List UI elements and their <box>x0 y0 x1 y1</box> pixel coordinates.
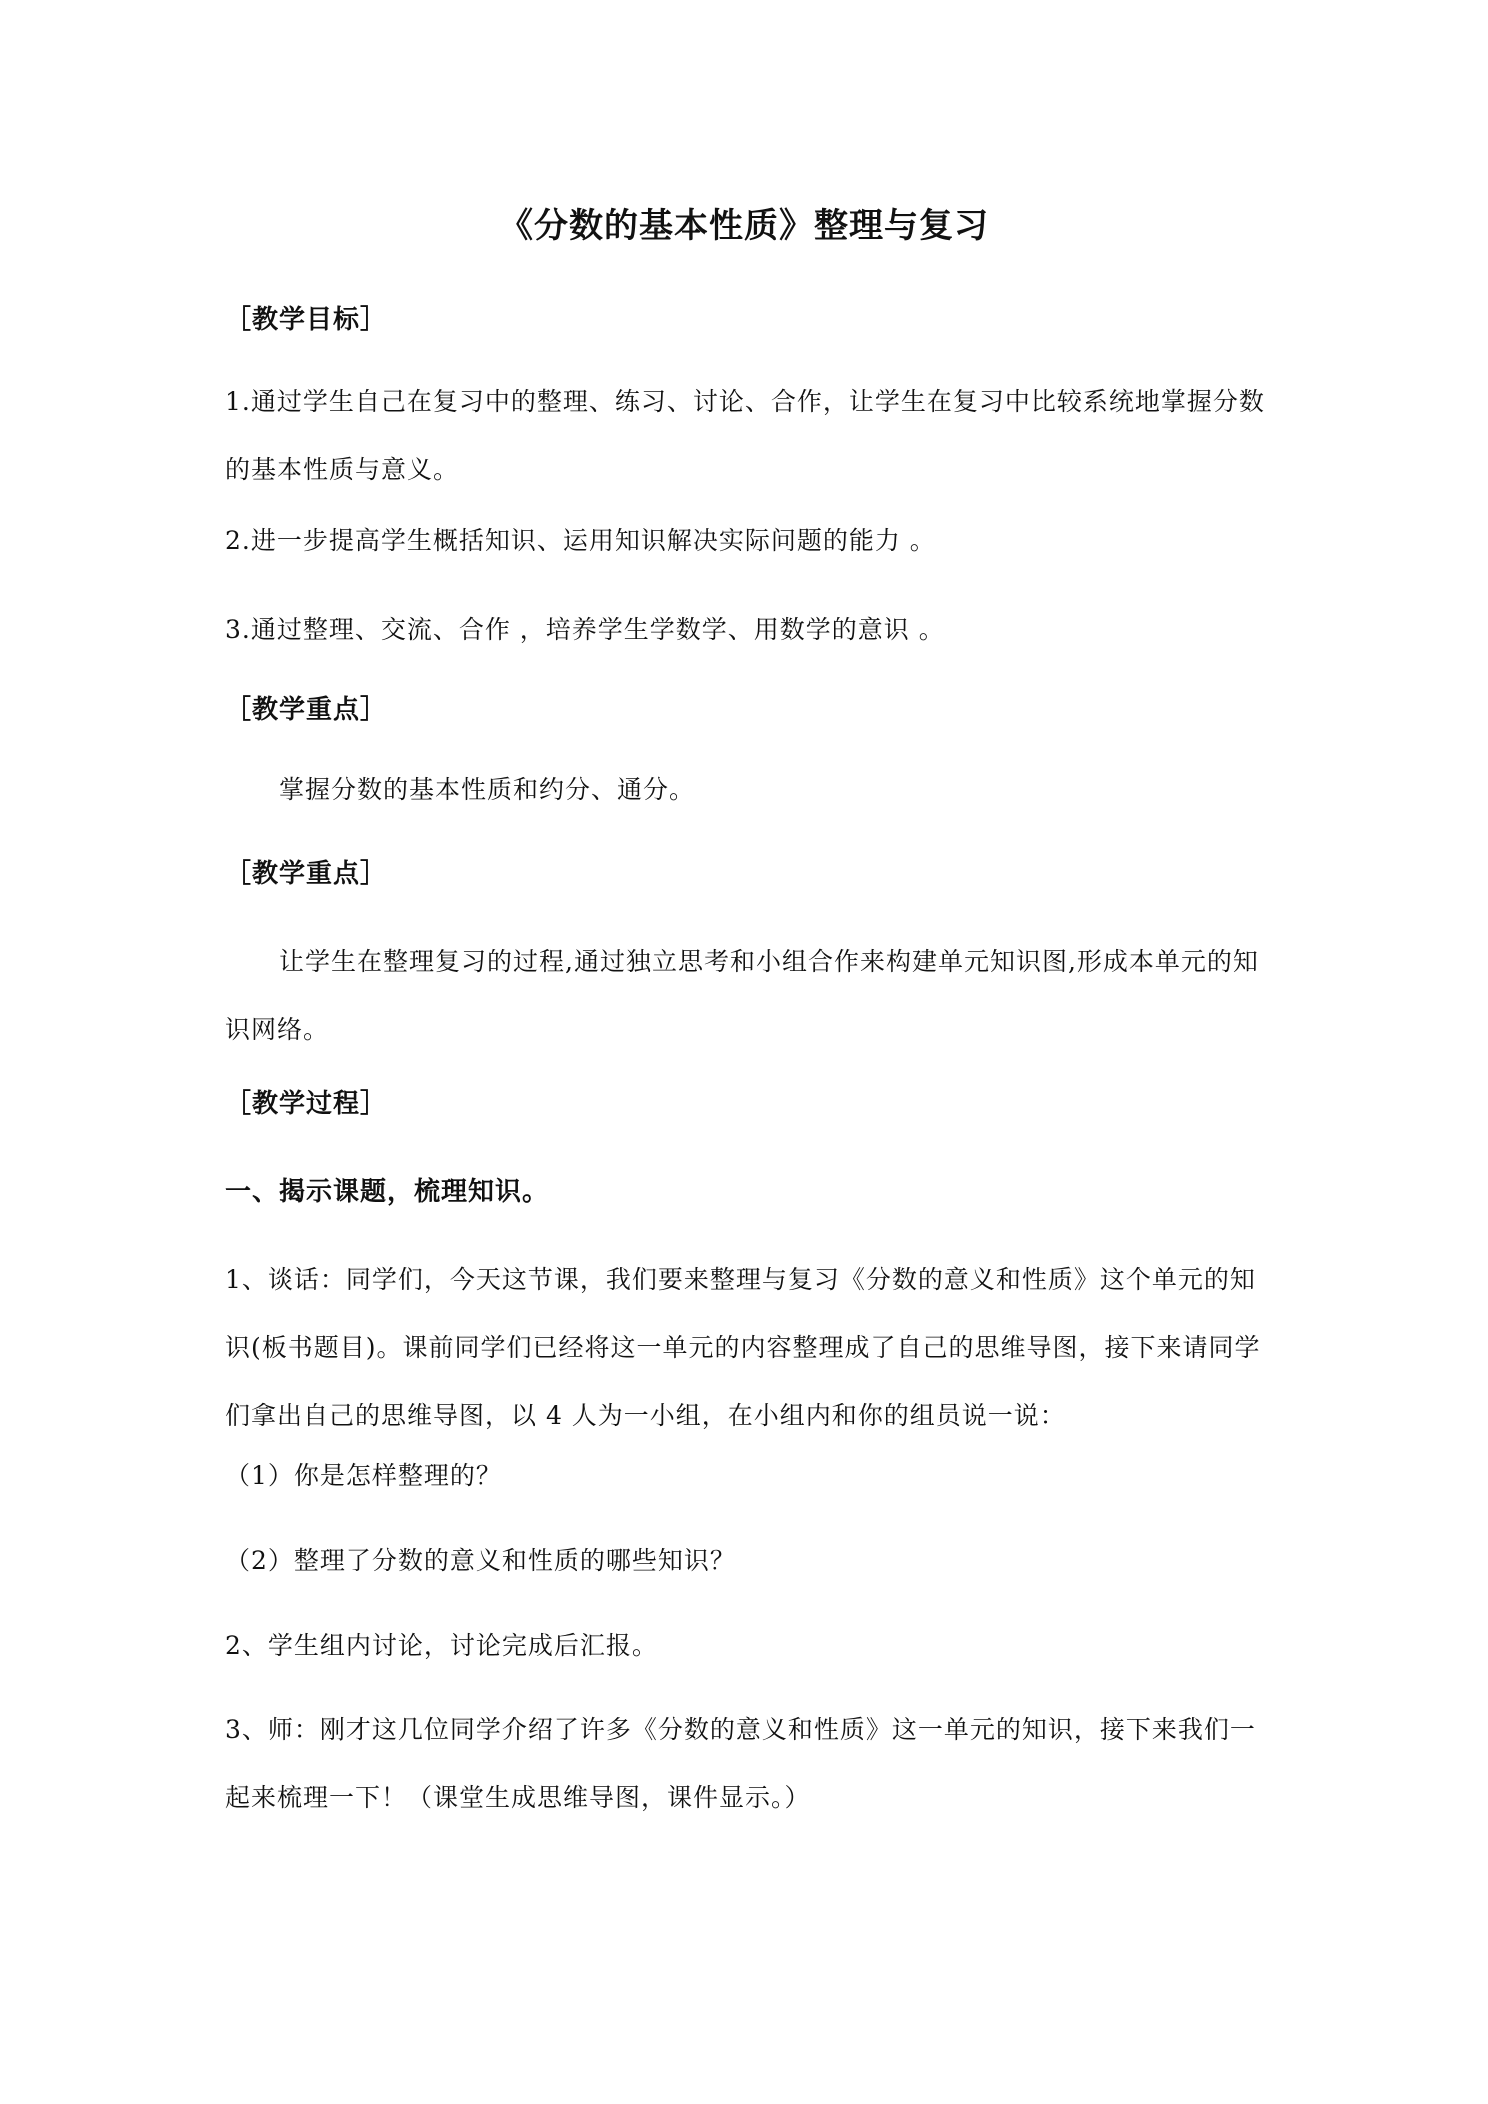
objectives-heading: ［教学目标］ <box>225 305 388 335</box>
part1-heading: 一、揭示课题，梳理知识。 <box>225 1177 550 1207</box>
objective-3: 3.通过整理、交流、合作 ，培养学生学数学、用数学的意识 。 <box>225 615 945 644</box>
key-point-text: 掌握分数的基本性质和约分、通分。 <box>279 775 696 804</box>
process-step-1: 1、谈话：同学们，今天这节课，我们要来整理与复习《分数的意义和性质》这个单元的知识(板书题目)。课前同学们已经将这一单元的内容整理成了自己的思维导图，接下来请同学们拿出自己的思维导图，以 4 人为一小组，在小组内和你的组员说一说： <box>225 1265 1261 1430</box>
process-question-1: （1）你是怎样整理的？ <box>225 1461 502 1490</box>
key-point-2-heading: ［教学重点］ <box>225 859 388 889</box>
process-step-2: 2、学生组内讨论，讨论完成后汇报。 <box>225 1631 658 1660</box>
key-point-heading: ［教学重点］ <box>225 695 388 725</box>
process-step-3: 3、师：刚才这几位同学介绍了许多《分数的意义和性质》这一单元的知识，接下来我们一起来梳理一下！（课堂生成思维导图，课件显示。） <box>225 1715 1256 1812</box>
process-question-2: （2）整理了分数的意义和性质的哪些知识？ <box>225 1546 736 1575</box>
objective-2: 2.进一步提高学生概括知识、运用知识解决实际问题的能力 。 <box>225 526 936 555</box>
key-point-2-text: 让学生在整理复习的过程,通过独立思考和小组合作来构建单元知识图,形成本单元的知识网络。 <box>225 947 1259 1044</box>
document-title: 《分数的基本性质》整理与复习 <box>499 206 989 246</box>
objective-1: 1.通过学生自己在复习中的整理、练习、讨论、合作，让学生在复习中比较系统地掌握分数的基本性质与意义。 <box>225 387 1265 484</box>
process-heading: ［教学过程］ <box>225 1089 388 1119</box>
